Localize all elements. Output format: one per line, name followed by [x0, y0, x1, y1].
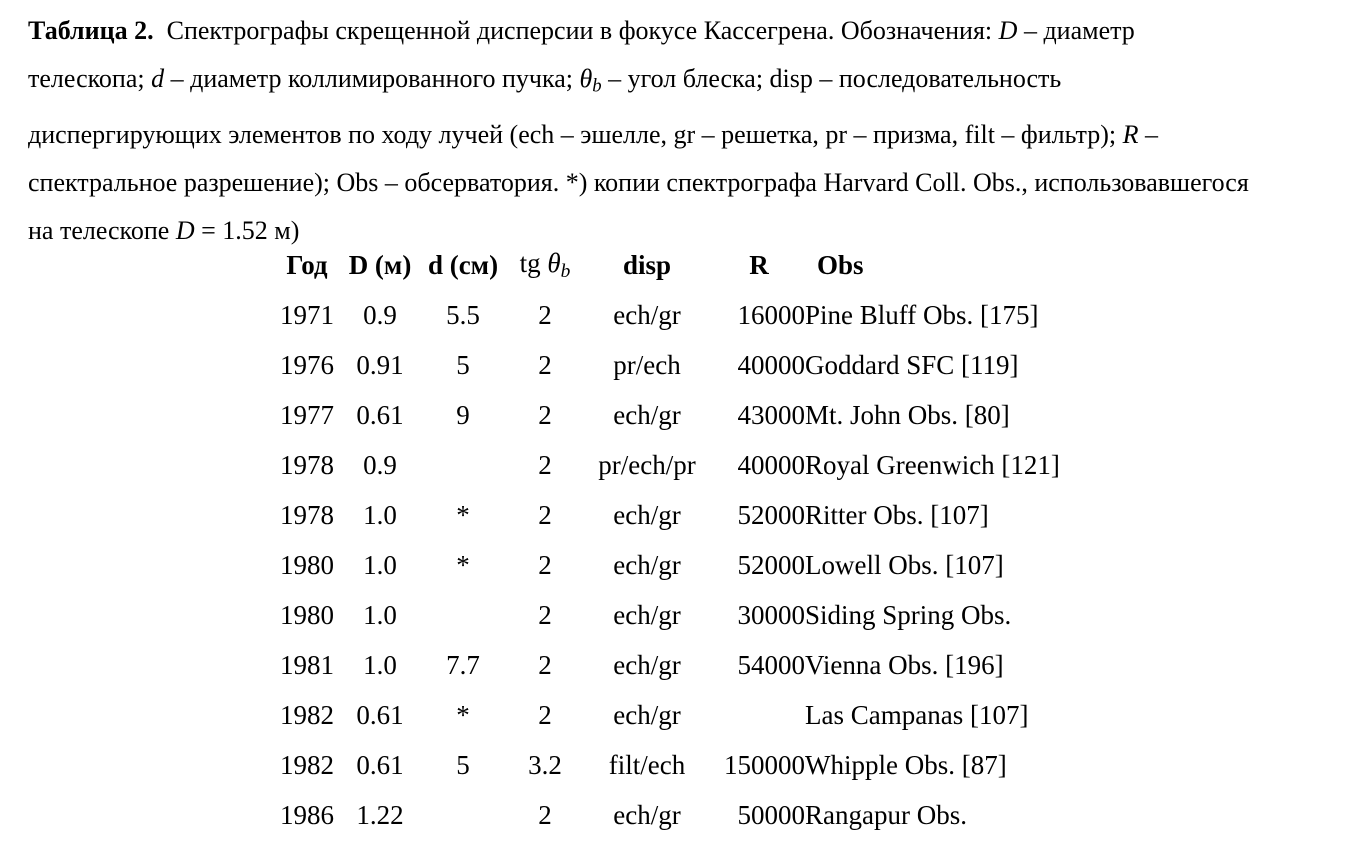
- header-text-segment: b: [560, 260, 571, 282]
- cell-year: 1982: [280, 749, 334, 780]
- cell-disp: ech/gr: [613, 399, 681, 430]
- cell-diameter: 0.61: [356, 699, 404, 730]
- cell-obs: Ritter Obs. [107]: [805, 499, 989, 530]
- cell-diameter: 0.61: [356, 749, 404, 780]
- header-text-segment: disp: [622, 249, 672, 280]
- table-head: [271, 240, 1235, 290]
- cell-obs: Mt. John Obs. [80]: [805, 399, 1010, 430]
- table-row: [271, 290, 1235, 340]
- cell-resolution: 40000: [737, 449, 805, 480]
- cell-blaze: 2: [538, 399, 552, 430]
- spectrograph-table: [271, 240, 1235, 840]
- table-row: [271, 690, 1235, 740]
- cell-resolution: 52000: [737, 499, 805, 530]
- header-text-segment: tg: [519, 247, 548, 278]
- cell-diameter: 1.0: [363, 599, 397, 630]
- cell-year: 1980: [280, 599, 334, 630]
- header-text-segment: Год: [286, 249, 328, 280]
- cell-disp: ech/gr: [613, 699, 681, 730]
- cell-disp: pr/ech/pr: [598, 449, 696, 480]
- cell-year: 1978: [280, 499, 334, 530]
- cell-year: 1971: [280, 299, 334, 330]
- caption-text-segment: D: [175, 215, 195, 245]
- cell-beam: [417, 790, 509, 840]
- table-row: [271, 590, 1235, 640]
- cell-disp: pr/ech: [613, 349, 681, 380]
- caption-text-segment: – угол блеска; disp – последовательность: [601, 64, 1062, 93]
- cell-diameter: 1.0: [363, 649, 397, 680]
- header-text-segment: Obs: [817, 249, 864, 280]
- caption-text-segment: Таблица 2.: [28, 16, 154, 45]
- caption-text-segment: b: [592, 75, 602, 97]
- table-row: [271, 790, 1235, 840]
- cell-disp: ech/gr: [613, 499, 681, 530]
- caption-text-segment: телескопа;: [28, 64, 152, 93]
- header-row: [271, 240, 1235, 290]
- cell-blaze: 2: [538, 549, 552, 580]
- cell-year: 1980: [280, 549, 334, 580]
- table-row: [271, 440, 1235, 490]
- cell-beam: [417, 590, 509, 640]
- cell-obs: Las Campanas [107]: [805, 699, 1029, 730]
- cell-disp: ech/gr: [613, 799, 681, 830]
- cell-resolution: 16000: [737, 299, 805, 330]
- cell-blaze: 2: [538, 699, 552, 730]
- cell-blaze: 2: [538, 649, 552, 680]
- column-header-diameter: [343, 240, 417, 290]
- caption-line-2: [28, 55, 1249, 111]
- table-row: [271, 740, 1235, 790]
- cell-resolution: 43000: [737, 399, 805, 430]
- cell-year: 1976: [280, 349, 334, 380]
- table-body: [271, 290, 1235, 840]
- cell-resolution: 150000: [724, 749, 805, 780]
- caption-line-1: [28, 7, 1249, 55]
- cell-diameter: 0.61: [356, 399, 404, 430]
- caption-text-segment: R: [1122, 119, 1139, 149]
- cell-beam: *: [456, 499, 470, 530]
- cell-year: 1986: [280, 799, 334, 830]
- caption-text-segment: – диаметр: [1017, 16, 1135, 45]
- caption-line-3: [28, 111, 1249, 159]
- cell-diameter: 1.0: [363, 499, 397, 530]
- table-row: [271, 490, 1235, 540]
- cell-blaze: 2: [538, 299, 552, 330]
- column-header-blaze: [509, 240, 581, 290]
- header-text-segment: d (см): [427, 249, 499, 280]
- header-text-segment: D (м): [348, 249, 412, 280]
- cell-diameter: 1.0: [363, 549, 397, 580]
- cell-resolution: [713, 690, 805, 740]
- cell-obs: Lowell Obs. [107]: [805, 549, 1004, 580]
- cell-obs: Whipple Obs. [87]: [805, 749, 1007, 780]
- cell-obs: Vienna Obs. [196]: [805, 649, 1004, 680]
- cell-obs: Royal Greenwich [121]: [805, 449, 1060, 480]
- column-header-resolution: [713, 240, 805, 290]
- column-header-beam: [417, 240, 509, 290]
- cell-diameter: 1.22: [356, 799, 404, 830]
- cell-disp: ech/gr: [613, 599, 681, 630]
- cell-year: 1981: [280, 649, 334, 680]
- cell-beam: 9: [456, 399, 470, 430]
- caption-text-segment: D: [998, 16, 1018, 45]
- cell-blaze: 2: [538, 499, 552, 530]
- table-row: [271, 390, 1235, 440]
- header-text-segment: θ: [547, 247, 561, 278]
- table-caption: [28, 7, 1249, 255]
- cell-year: 1977: [280, 399, 334, 430]
- cell-year: 1982: [280, 699, 334, 730]
- table-row: [271, 640, 1235, 690]
- cell-beam: 7.7: [446, 649, 480, 680]
- cell-disp: filt/ech: [608, 749, 686, 780]
- caption-text-segment: на телескопе: [28, 215, 176, 245]
- caption-text-segment: – диаметр коллимированного пучка;: [164, 64, 580, 93]
- cell-blaze: 3.2: [528, 749, 562, 780]
- cell-beam: *: [456, 699, 470, 730]
- cell-blaze: 2: [538, 449, 552, 480]
- cell-blaze: 2: [538, 799, 552, 830]
- cell-resolution: 50000: [737, 799, 805, 830]
- cell-resolution: 40000: [737, 349, 805, 380]
- cell-obs: Pine Bluff Obs. [175]: [805, 299, 1039, 330]
- cell-year: 1978: [280, 449, 334, 480]
- header-text-segment: R: [749, 249, 769, 280]
- cell-beam: 5: [456, 749, 470, 780]
- cell-diameter: 0.9: [363, 449, 397, 480]
- caption-text-segment: Спектрографы скрещенной дисперсии в фокусе Кассегрена. Обозначения:: [153, 16, 999, 45]
- cell-beam: 5.5: [446, 299, 480, 330]
- cell-beam: [417, 440, 509, 490]
- caption-text-segment: спектральное разрешение); Obs – обсерватория. *) копии спектрографа Harvard Coll. Obs., использовавшегося: [28, 167, 1249, 197]
- cell-diameter: 0.9: [363, 299, 397, 330]
- cell-resolution: 54000: [737, 649, 805, 680]
- cell-obs: Goddard SFC [119]: [805, 349, 1019, 380]
- caption-text-segment: –: [1138, 119, 1158, 149]
- cell-blaze: 2: [538, 349, 552, 380]
- cell-diameter: 0.91: [356, 349, 404, 380]
- cell-disp: ech/gr: [613, 299, 681, 330]
- cell-beam: 5: [456, 349, 470, 380]
- cell-disp: ech/gr: [613, 649, 681, 680]
- caption-line-4: [28, 159, 1249, 207]
- cell-resolution: 52000: [737, 549, 805, 580]
- caption-text-segment: диспергирующих элементов по ходу лучей (ech – эшелле, gr – решетка, pr – призма, filt – фильтр);: [28, 119, 1123, 149]
- column-header-year: [271, 240, 343, 290]
- cell-beam: *: [456, 549, 470, 580]
- caption-text-segment: d: [151, 64, 165, 93]
- table-row: [271, 540, 1235, 590]
- caption-text-segment: = 1.52 м): [194, 215, 300, 245]
- cell-blaze: 2: [538, 599, 552, 630]
- cell-resolution: 30000: [737, 599, 805, 630]
- cell-obs: Siding Spring Obs.: [805, 599, 1012, 630]
- cell-obs: Rangapur Obs.: [805, 799, 967, 830]
- column-header-disp: [581, 240, 713, 290]
- caption-text-segment: θ: [579, 64, 593, 93]
- column-header-obs: [805, 240, 1235, 290]
- table-row: [271, 340, 1235, 390]
- cell-disp: ech/gr: [613, 549, 681, 580]
